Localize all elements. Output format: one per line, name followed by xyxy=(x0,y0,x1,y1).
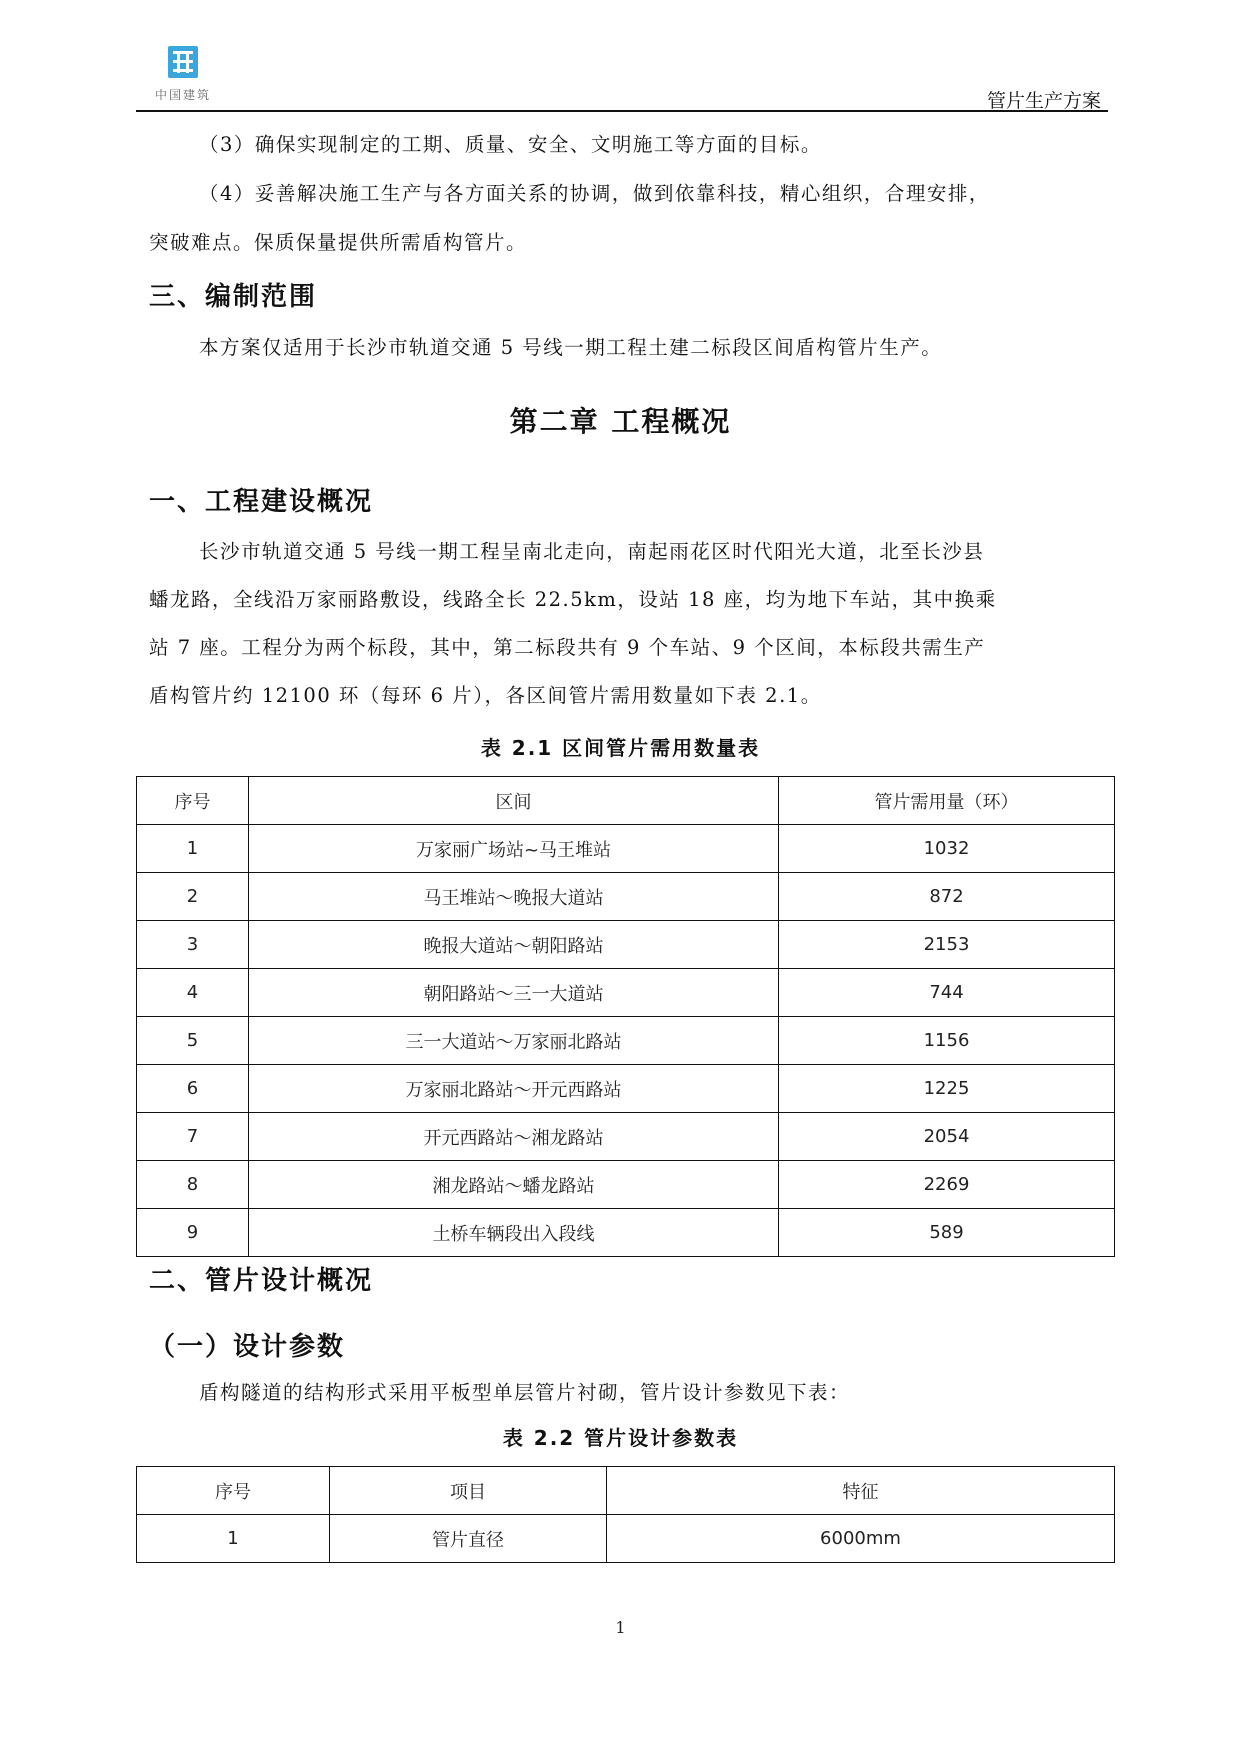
overview-line-4: 盾构管片约 12100 环（每环 6 片），各区间管片需用数量如下表 2.1。 xyxy=(149,684,822,707)
table-header-row xyxy=(137,1467,1115,1515)
table-cell: 2 xyxy=(137,873,249,921)
table-cell: 3 xyxy=(137,921,249,969)
table-cell: 4 xyxy=(137,969,249,1017)
table-cell: 2269 xyxy=(779,1161,1115,1209)
paragraph-item-4-line2: 突破难点。保质保量提供所需盾构管片。 xyxy=(149,231,528,254)
section-heading-segment-design: 二、管片设计概况 xyxy=(149,1266,374,1296)
paragraph-item-4-line1: （4）妥善解决施工生产与各方面关系的协调，做到依靠科技，精心组织，合理安排， xyxy=(199,182,990,205)
table-cell: 1 xyxy=(137,825,249,873)
table-cell: 744 xyxy=(779,969,1115,1017)
table-row xyxy=(137,921,1115,969)
table-cell: 589 xyxy=(779,1209,1115,1257)
table-header-cell: 特征 xyxy=(607,1467,1115,1515)
table-row xyxy=(137,873,1115,921)
table-cell: 晚报大道站～朝阳路站 xyxy=(249,921,779,969)
table-cell: 872 xyxy=(779,873,1115,921)
header-divider xyxy=(136,110,1108,112)
table-cell: 朝阳路站～三一大道站 xyxy=(249,969,779,1017)
table-row xyxy=(137,1515,1115,1563)
document-header-title: 管片生产方案 xyxy=(986,90,1101,112)
table2-title: 表 2.2 管片设计参数表 xyxy=(502,1426,739,1450)
table-row xyxy=(137,1161,1115,1209)
table-cell: 万家丽广场站~马王堆站 xyxy=(249,825,779,873)
table-cell: 2054 xyxy=(779,1113,1115,1161)
segment-design-table xyxy=(136,1466,1115,1563)
table-row xyxy=(137,1209,1115,1257)
table-cell: 5 xyxy=(137,1017,249,1065)
table-cell: 1 xyxy=(137,1515,330,1563)
table-cell: 9 xyxy=(137,1209,249,1257)
table-header-cell: 区间 xyxy=(249,777,779,825)
table-cell: 7 xyxy=(137,1113,249,1161)
table-cell: 万家丽北路站～开元西路站 xyxy=(249,1065,779,1113)
table-header-cell: 序号 xyxy=(137,777,249,825)
overview-line-3: 站 7 座。工程分为两个标段，其中，第二标段共有 9 个车站、9 个区间，本标段共需生产 xyxy=(149,636,986,659)
table-cell: 2153 xyxy=(779,921,1115,969)
segment-quantity-table xyxy=(136,776,1115,1257)
table1-title: 表 2.1 区间管片需用数量表 xyxy=(480,736,761,760)
paragraph-item-3: （3）确保实现制定的工期、质量、安全、文明施工等方面的目标。 xyxy=(199,133,822,156)
overview-line-1: 长沙市轨道交通 5 号线一期工程呈南北走向，南起雨花区时代阳光大道，北至长沙县 xyxy=(199,540,985,563)
table-cell: 1156 xyxy=(779,1017,1115,1065)
table-header-cell: 序号 xyxy=(137,1467,330,1515)
table-row xyxy=(137,1113,1115,1161)
table-header-cell: 项目 xyxy=(330,1467,607,1515)
table-cell: 三一大道站～万家丽北路站 xyxy=(249,1017,779,1065)
table-cell: 1032 xyxy=(779,825,1115,873)
company-logo xyxy=(148,46,218,108)
table-cell: 开元西路站～湘龙路站 xyxy=(249,1113,779,1161)
table-header-row xyxy=(137,777,1115,825)
table-cell: 马王堆站～晚报大道站 xyxy=(249,873,779,921)
table-row xyxy=(137,825,1115,873)
chapter-title: 第二章 工程概况 xyxy=(509,405,732,438)
table-cell: 6 xyxy=(137,1065,249,1113)
design-paragraph: 盾构隧道的结构形式采用平板型单层管片衬砌，管片设计参数见下表： xyxy=(199,1381,851,1404)
section-heading-scope: 三、编制范围 xyxy=(149,282,318,312)
table-cell: 湘龙路站～蟠龙路站 xyxy=(249,1161,779,1209)
table-cell: 8 xyxy=(137,1161,249,1209)
table-row xyxy=(137,1017,1115,1065)
overview-line-2: 蟠龙路，全线沿万家丽路敷设，线路全长 22.5km，设站 18 座，均为地下车站，其中换乘 xyxy=(149,588,997,611)
cscec-logo-icon xyxy=(168,46,198,78)
table-cell: 1225 xyxy=(779,1065,1115,1113)
scope-paragraph: 本方案仅适用于长沙市轨道交通 5 号线一期工程土建二标段区间盾构管片生产。 xyxy=(199,336,943,359)
subsection-heading-design-params: （一）设计参数 xyxy=(149,1332,346,1362)
logo-text: 中国建筑 xyxy=(154,88,211,102)
section-heading-overview: 一、工程建设概况 xyxy=(149,487,374,517)
table-cell: 土桥车辆段出入段线 xyxy=(249,1209,779,1257)
table-row xyxy=(137,969,1115,1017)
table-cell: 管片直径 xyxy=(330,1515,607,1563)
table-cell: 6000mm xyxy=(607,1515,1115,1563)
table-row xyxy=(137,1065,1115,1113)
table-header-cell: 管片需用量（环） xyxy=(779,777,1115,825)
page-number: 1 xyxy=(615,1618,626,1637)
